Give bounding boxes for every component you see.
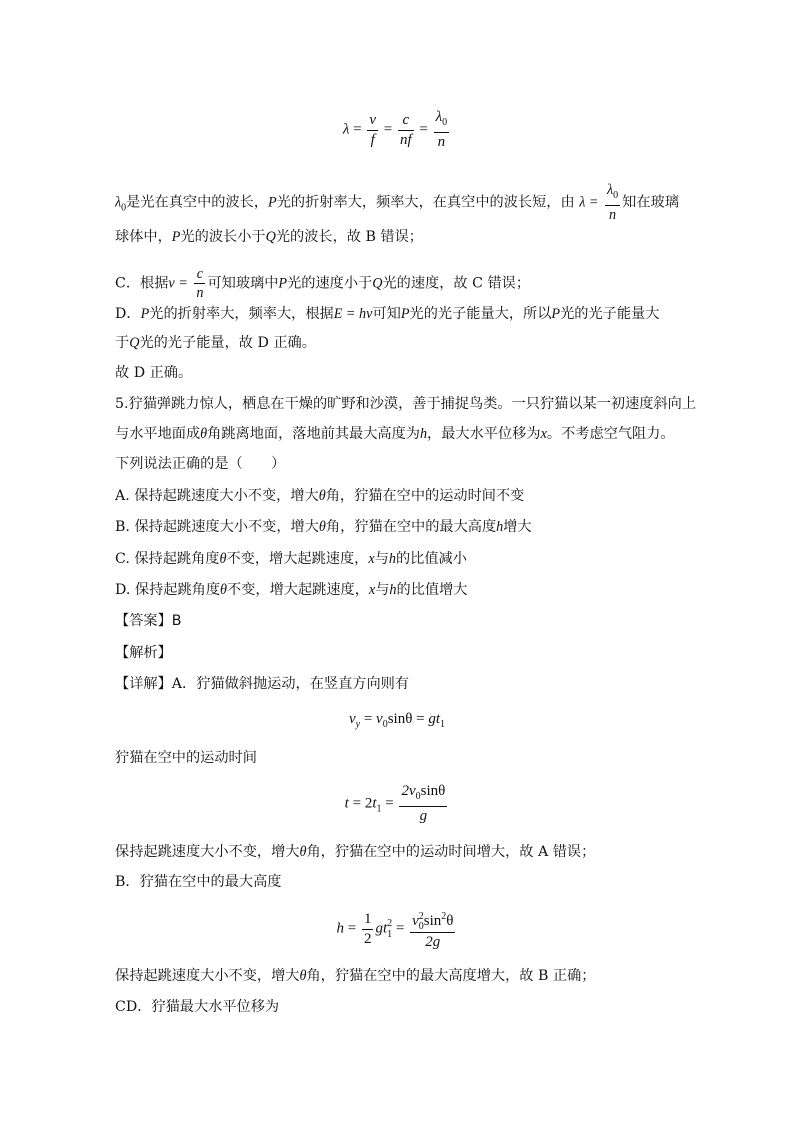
var-theta: θ	[219, 551, 227, 567]
lambda-symbol: λ	[115, 194, 122, 211]
subscript: 0	[121, 202, 127, 214]
frac-den: nf	[399, 131, 412, 148]
text: 与	[375, 582, 390, 598]
text: 角，狞猫在空中的运动时间不变	[325, 488, 525, 504]
var-v: v	[376, 711, 383, 727]
text: 角，狞猫在空中的运动时间增大，故 A 错误；	[306, 844, 596, 860]
var-x: x	[368, 551, 375, 567]
paragraph-line	[115, 333, 316, 353]
var-p: P	[400, 306, 410, 322]
b-line: B．狞猫在空中的最大高度	[115, 874, 282, 890]
frac-den: n	[609, 206, 617, 223]
subscript: 1	[387, 929, 393, 941]
option-a	[115, 486, 524, 506]
text: 的比值增大	[396, 582, 468, 598]
text: 保持起跳速度大小不变，增大	[115, 844, 300, 860]
text: B. 保持起跳速度大小不变，增大	[115, 519, 319, 535]
var-theta: θ	[220, 582, 227, 598]
text: 光的速度小于	[287, 275, 373, 292]
sub-sup-stack	[387, 918, 392, 940]
var-h: h	[419, 426, 428, 442]
answer-label: 【答案】	[115, 613, 172, 629]
frac-den: n	[196, 285, 204, 301]
subscript: 0	[613, 189, 619, 201]
text: 。不考虑空气阻力。	[546, 426, 675, 442]
question-5-line-3: 下列说法正确的是（ ）	[115, 456, 286, 472]
frac-num: v	[367, 111, 378, 131]
subscript: 1	[440, 719, 446, 730]
half-fraction	[362, 910, 374, 949]
eq-sign: =	[383, 121, 393, 138]
text: 可知玻璃中	[207, 275, 279, 292]
text: 光的折射率大，频率大，在真空中的波长短，由	[276, 194, 575, 211]
superscript: 2	[387, 918, 393, 930]
subscript: 0	[415, 791, 421, 802]
text: 不变，增大起跳速度，	[226, 551, 369, 567]
var-p: P	[278, 275, 288, 292]
text: 光的光子能量，故 D 正确。	[139, 335, 316, 351]
var-t: t	[372, 795, 377, 812]
var-x: x	[368, 582, 376, 598]
text: ，最大水平位移为	[427, 426, 541, 442]
sin-theta: sinθ	[420, 783, 446, 799]
frac-num: 1	[362, 910, 374, 930]
analysis-label: 【解析】	[115, 645, 172, 661]
text: 知在玻璃	[622, 194, 679, 211]
question-5-line-1: 5.狞猫弹跳力惊人，栖息在干燥的旷野和沙漠，善于捕捉鸟类。一只狞猫以某一初速度斜向上	[115, 396, 697, 412]
detail-line	[115, 674, 409, 694]
detail-label: 【详解】	[115, 676, 172, 692]
text: 角，狞猫在空中的最大高度增大，故 B 正确；	[306, 968, 596, 984]
text: 光的波长小于	[180, 229, 266, 245]
text: 于	[115, 335, 130, 351]
frac-num	[434, 108, 450, 133]
text: 光的光子能量大，所以	[409, 306, 552, 322]
text: 光的速度，故 C 错误；	[382, 275, 531, 292]
coef: 2	[364, 795, 373, 812]
frac-den: 2	[363, 930, 372, 947]
fraction-v-over-f	[367, 111, 378, 150]
text: 球体中，	[115, 229, 172, 245]
text: 的比值减小	[395, 551, 467, 567]
eq-sign: =	[395, 920, 405, 937]
option-b	[115, 517, 532, 537]
time-fraction	[399, 782, 447, 826]
var-v: v	[412, 913, 419, 929]
text: 2v	[401, 783, 416, 799]
var-h: h	[388, 551, 396, 567]
fraction-lambda0-over-n	[434, 108, 450, 152]
eq-sign: =	[352, 795, 362, 812]
subscript: 1	[376, 803, 382, 815]
eq-sign: =	[347, 920, 357, 937]
conclusion-b	[115, 966, 595, 986]
frac-num: c	[398, 111, 414, 131]
text: 角，狞猫在空中的最大高度	[325, 519, 497, 535]
subscript: y	[355, 719, 361, 730]
text: 光的折射率大，频率大，根据	[149, 306, 334, 322]
wavelength-equation	[0, 108, 794, 152]
frac-den: n	[437, 134, 446, 150]
text: D. 保持起跳角度	[115, 582, 221, 598]
subscript: 0	[442, 117, 448, 128]
var-q: Q	[129, 335, 140, 351]
height-equation	[0, 907, 794, 952]
var-theta: θ	[318, 519, 326, 535]
frac-num	[410, 907, 455, 933]
lambda-symbol: λ	[435, 109, 443, 125]
eq-sign: =	[363, 711, 373, 727]
superscript: 2	[441, 911, 447, 922]
time-equation	[0, 782, 794, 826]
eq-sign: =	[385, 795, 394, 812]
option-c	[115, 549, 467, 569]
time-text: 狞猫在空中的运动时间	[115, 750, 257, 766]
var-x: x	[540, 426, 547, 442]
fraction-c-over-nf	[398, 111, 414, 150]
var-q: Q	[265, 229, 276, 245]
text: 与水平地面成	[115, 426, 201, 442]
gt: gt	[428, 711, 441, 727]
text: 保持起跳速度大小不变，增大	[115, 968, 300, 984]
text: 不变，增大起跳速度，	[227, 582, 369, 598]
var-h: h	[496, 519, 504, 535]
eq-sign: =	[416, 711, 425, 727]
var-v: v	[348, 711, 356, 727]
paragraph-line	[115, 265, 530, 302]
var-p: P	[171, 229, 181, 245]
lambda-symbol: λ	[606, 182, 614, 198]
subscript: 0	[418, 920, 424, 932]
var-theta: θ	[318, 488, 326, 504]
cd-line: CD．狞猫最大水平位移为	[115, 999, 280, 1015]
eq-sign: =	[353, 121, 362, 138]
text: 光的波长，故 B 错误；	[275, 229, 423, 245]
theta: θ	[446, 913, 454, 929]
height-fraction	[410, 907, 455, 952]
var-theta: θ	[299, 844, 307, 860]
text: 角跳离地面，落地前其最大高度为	[207, 426, 420, 442]
sin-theta: sinθ	[387, 711, 413, 727]
var-p: P	[140, 306, 150, 322]
eq-lambda: λ	[342, 121, 350, 138]
frac-den: g	[419, 808, 428, 824]
text: C．根据	[115, 275, 169, 292]
gt: gt	[375, 920, 388, 937]
vy-equation	[0, 711, 794, 730]
var-theta: θ	[200, 426, 208, 442]
e-eq: E = hν	[333, 306, 373, 322]
paragraph-line	[115, 181, 679, 224]
var-p: P	[551, 306, 561, 322]
var-p: P	[268, 194, 277, 211]
var-h: h	[336, 920, 344, 937]
text: 是光在真空中的波长，	[126, 194, 269, 211]
text: C. 保持起跳角度	[115, 551, 220, 567]
frac-num: c	[194, 265, 205, 284]
paragraph-line: 故 D 正确。	[115, 365, 193, 381]
paragraph-line	[115, 227, 423, 247]
text: 光的光子能量大	[560, 306, 660, 322]
paragraph-line	[115, 304, 659, 324]
subscript: 0	[382, 719, 388, 730]
option-d	[115, 580, 467, 600]
text: 与	[374, 551, 389, 567]
question-5-line-2	[115, 424, 675, 444]
eq-sign: =	[419, 121, 428, 138]
frac-den: f	[370, 131, 375, 148]
superscript: 2	[418, 910, 424, 922]
text: 增大	[503, 519, 532, 535]
var-h: h	[389, 582, 397, 598]
var-theta: θ	[299, 968, 307, 984]
frac-den: 2g	[425, 933, 441, 950]
conclusion-a	[115, 842, 595, 862]
v-eq: v =	[168, 275, 188, 292]
text: D．	[115, 306, 141, 322]
text: A．狞猫做斜抛运动，在竖直方向则有	[171, 676, 410, 692]
lambda-eq: λ =	[579, 194, 599, 211]
text: A. 保持起跳速度大小不变，增大	[115, 488, 319, 504]
text: 可知	[372, 306, 401, 322]
inline-fraction	[605, 181, 620, 224]
frac-num	[605, 181, 620, 206]
fraction-c-over-n	[194, 265, 205, 302]
var-t: t	[344, 795, 349, 812]
var-q: Q	[372, 275, 383, 292]
answer-line	[115, 611, 182, 631]
sin: sin	[423, 913, 442, 929]
answer-value: B	[171, 613, 182, 629]
frac-num	[399, 782, 447, 807]
